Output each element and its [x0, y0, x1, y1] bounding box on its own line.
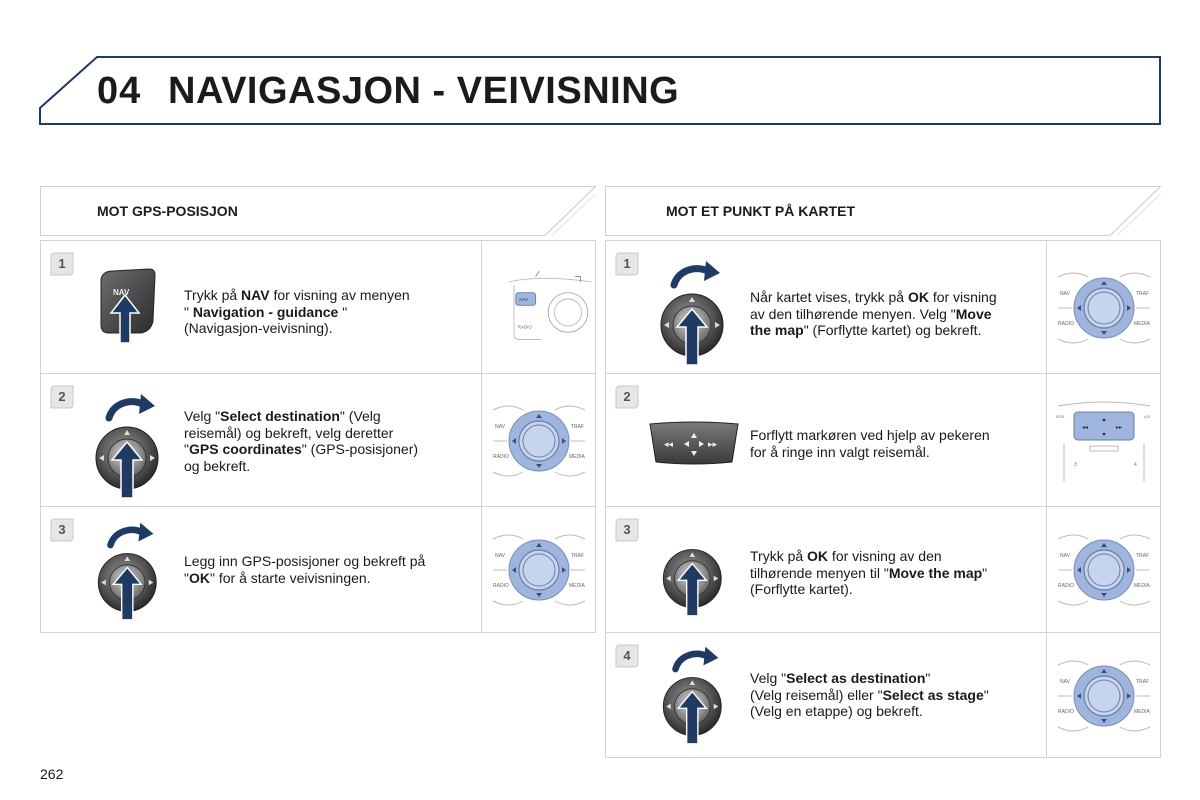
right-step-3 [605, 506, 1161, 633]
left-step-2 [40, 373, 596, 507]
left-step-3 [40, 506, 596, 633]
left-step-1 [40, 240, 596, 374]
control-panel-icon [1054, 263, 1154, 353]
step-instruction: Velg "Select destination" (Velg reisemål) og bekreft, velg deretter "GPS coordinates" (GPS-posisjoner) og bekreft. [184, 408, 419, 474]
left-heading-label: MOT GPS-POSISJON [97, 203, 238, 219]
rotary-knob-icon [656, 257, 736, 377]
knob-press-icon [656, 515, 736, 627]
page-number: 262 [40, 766, 64, 782]
chapter-number: 04 [97, 70, 142, 112]
step-number: 1 [623, 256, 631, 271]
right-step-4 [605, 632, 1161, 758]
step-number: 2 [623, 389, 631, 404]
rotary-knob-icon [91, 519, 171, 631]
step-number: 3 [623, 522, 631, 537]
nav-button-icon [95, 265, 165, 345]
step-number: 2 [58, 389, 66, 404]
pad-panel-thumbnail-icon [1054, 396, 1154, 486]
control-panel-icon [1054, 525, 1154, 615]
step-number: 1 [58, 256, 66, 271]
step-number: 3 [58, 522, 66, 537]
control-panel-icon [489, 396, 589, 486]
joystick-pad-icon [646, 418, 742, 468]
right-heading-label: MOT ET PUNKT PÅ KARTET [666, 203, 855, 219]
step-instruction: Når kartet vises, trykk på OK for visning av den tilhørende menyen. Velg "Move the map" (Forflytte kartet) og bekreft. [750, 289, 997, 338]
control-panel-icon [1054, 651, 1154, 741]
step-number: 4 [623, 648, 631, 663]
rotary-knob-icon [91, 390, 171, 510]
nav-area-thumbnail-icon [505, 263, 595, 353]
rotary-knob-icon [656, 643, 736, 755]
left-column-heading [40, 186, 596, 234]
step-instruction: Velg "Select as destination" (Velg reisemål) eller "Select as stage" (Velg en etappe) og bekreft. [750, 670, 989, 719]
page-title: NAVIGASJON - VEIVISNING [168, 70, 680, 112]
right-step-1 [605, 240, 1161, 374]
control-panel-icon [489, 525, 589, 615]
right-column-heading [605, 186, 1161, 234]
step-instruction: Forflytt markøren ved hjelp av pekeren for å ringe inn valgt reisemål. [750, 427, 990, 460]
step-instruction: Trykk på NAV for visning av menyen " Navigation - guidance " (Navigasjon-veivisning). [184, 287, 410, 336]
step-instruction: Trykk på OK for visning av den tilhørende menyen til "Move the map" (Forflytte kartet). [750, 548, 988, 597]
step-instruction: Legg inn GPS-posisjoner og bekreft på "OK" for å starte veivisningen. [184, 553, 426, 586]
right-step-2 [605, 373, 1161, 507]
